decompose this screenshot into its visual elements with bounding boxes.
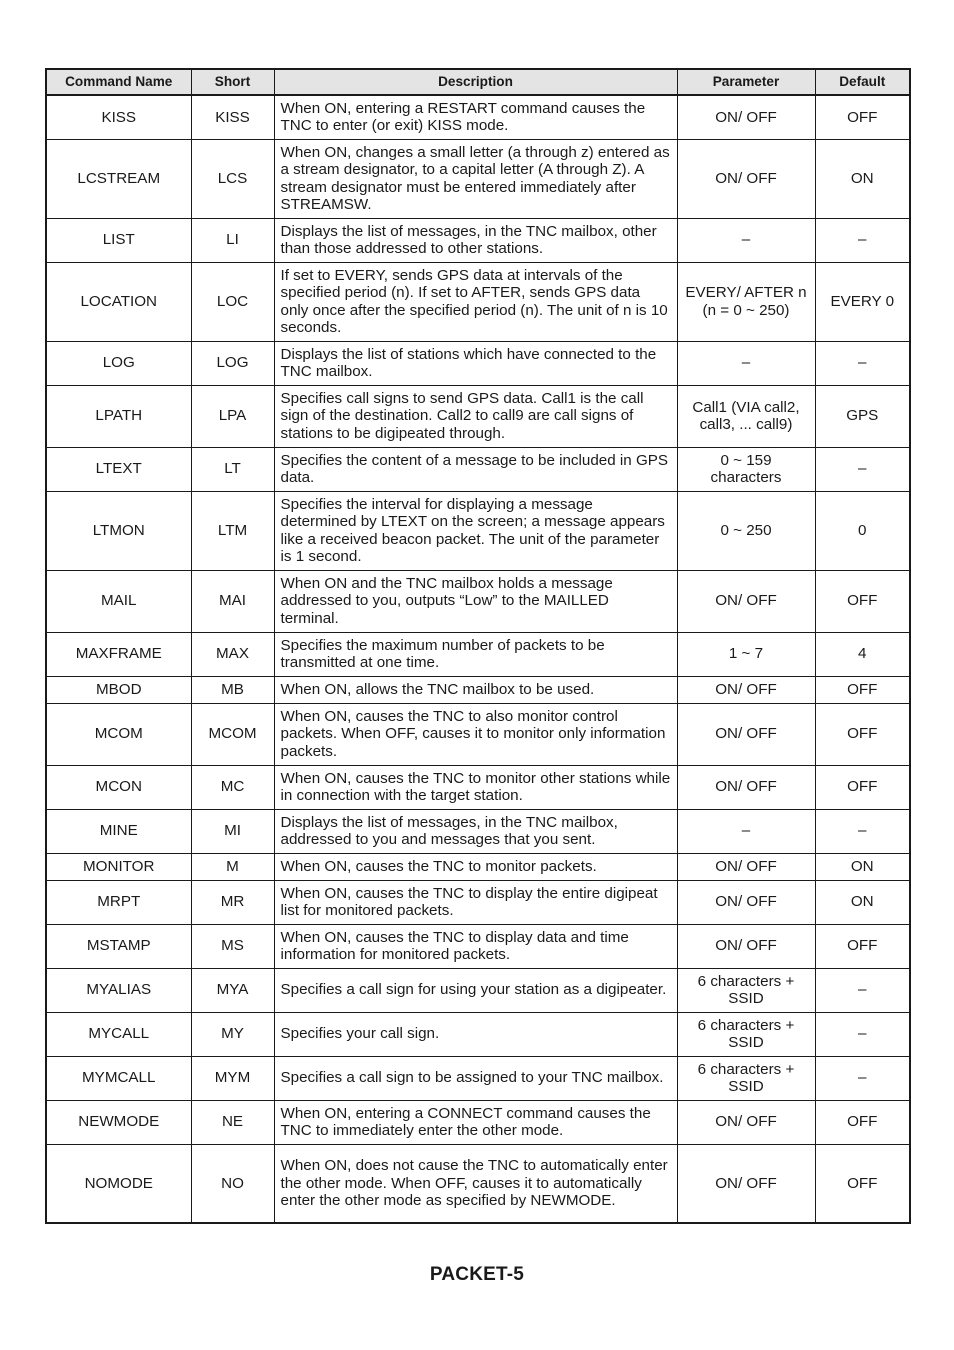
command-name-cell: LOG bbox=[46, 341, 191, 385]
default-cell: OFF bbox=[815, 924, 910, 968]
parameter-cell: EVERY/ AFTER n (n = 0 ~ 250) bbox=[677, 262, 815, 341]
description-cell: When ON, causes the TNC to display data and time information for monitored packets. bbox=[274, 924, 677, 968]
short-cell: MYM bbox=[191, 1056, 274, 1100]
default-cell: – bbox=[815, 1012, 910, 1056]
description-cell: Specifies your call sign. bbox=[274, 1012, 677, 1056]
default-cell: OFF bbox=[815, 1100, 910, 1144]
short-cell: LPA bbox=[191, 385, 274, 447]
command-name-cell: LIST bbox=[46, 218, 191, 262]
short-cell: LOG bbox=[191, 341, 274, 385]
parameter-cell: 0 ~ 159 characters bbox=[677, 447, 815, 491]
command-name-cell: MYCALL bbox=[46, 1012, 191, 1056]
default-cell: ON bbox=[815, 139, 910, 218]
description-cell: When ON, entering a RESTART command causes the TNC to enter (or exit) KISS mode. bbox=[274, 95, 677, 139]
default-cell: ON bbox=[815, 880, 910, 924]
command-name-cell: LCSTREAM bbox=[46, 139, 191, 218]
short-cell: KISS bbox=[191, 95, 274, 139]
short-cell: M bbox=[191, 853, 274, 880]
default-cell: ON bbox=[815, 853, 910, 880]
command-name-cell: MINE bbox=[46, 809, 191, 853]
table-row bbox=[46, 1144, 910, 1223]
table-row bbox=[46, 880, 910, 924]
parameter-cell: – bbox=[677, 218, 815, 262]
short-cell: MB bbox=[191, 676, 274, 703]
table-row bbox=[46, 491, 910, 570]
command-name-cell: MONITOR bbox=[46, 853, 191, 880]
table-row bbox=[46, 924, 910, 968]
short-cell: LT bbox=[191, 447, 274, 491]
default-cell: OFF bbox=[815, 1144, 910, 1223]
command-name-cell: MCON bbox=[46, 765, 191, 809]
header-row bbox=[46, 69, 910, 95]
page-number: PACKET-5 bbox=[429, 1264, 525, 1285]
table-row bbox=[46, 765, 910, 809]
description-cell: When ON and the TNC mailbox holds a message addressed to you, outputs “Low” to the MAILLED terminal. bbox=[274, 570, 677, 632]
command-name-cell: MAIL bbox=[46, 570, 191, 632]
table-body bbox=[46, 95, 910, 1223]
table-header bbox=[46, 69, 910, 95]
parameter-cell: 0 ~ 250 bbox=[677, 491, 815, 570]
header-description: Description bbox=[274, 69, 677, 95]
short-cell: MY bbox=[191, 1012, 274, 1056]
command-name-cell: LPATH bbox=[46, 385, 191, 447]
description-cell: When ON, allows the TNC mailbox to be used. bbox=[274, 676, 677, 703]
description-cell: Specifies the interval for displaying a message determined by LTEXT on the screen; a message appears like a received beacon packet. The unit of the parameter is 1 second. bbox=[274, 491, 677, 570]
table-row bbox=[46, 218, 910, 262]
description-cell: Displays the list of messages, in the TNC mailbox, addressed to you and messages that you sent. bbox=[274, 809, 677, 853]
short-cell: LI bbox=[191, 218, 274, 262]
table-row bbox=[46, 676, 910, 703]
short-cell: LOC bbox=[191, 262, 274, 341]
table-row bbox=[46, 703, 910, 765]
description-cell: Specifies a call sign for using your station as a digipeater. bbox=[274, 968, 677, 1012]
header-short: Short bbox=[191, 69, 274, 95]
default-cell: EVERY 0 bbox=[815, 262, 910, 341]
header-default: Default bbox=[815, 69, 910, 95]
short-cell: MAI bbox=[191, 570, 274, 632]
description-cell: When ON, causes the TNC to display the entire digipeat list for monitored packets. bbox=[274, 880, 677, 924]
parameter-cell: Call1 (VIA call2, call3, ... call9) bbox=[677, 385, 815, 447]
default-cell: OFF bbox=[815, 703, 910, 765]
table-row bbox=[46, 95, 910, 139]
default-cell: OFF bbox=[815, 95, 910, 139]
table-row bbox=[46, 1100, 910, 1144]
parameter-cell: – bbox=[677, 341, 815, 385]
parameter-cell: ON/ OFF bbox=[677, 853, 815, 880]
table-row bbox=[46, 1012, 910, 1056]
table-row bbox=[46, 570, 910, 632]
command-table-container bbox=[45, 68, 909, 1224]
parameter-cell: ON/ OFF bbox=[677, 95, 815, 139]
short-cell: LTM bbox=[191, 491, 274, 570]
short-cell: MC bbox=[191, 765, 274, 809]
command-name-cell: NEWMODE bbox=[46, 1100, 191, 1144]
default-cell: 0 bbox=[815, 491, 910, 570]
command-table bbox=[45, 68, 911, 1224]
description-cell: If set to EVERY, sends GPS data at intervals of the specified period (n). If set to AFTER, sends GPS data only once after the specified period (n). The unit of n is 10 seconds. bbox=[274, 262, 677, 341]
short-cell: MS bbox=[191, 924, 274, 968]
command-name-cell: MBOD bbox=[46, 676, 191, 703]
default-cell: – bbox=[815, 1056, 910, 1100]
short-cell: MYA bbox=[191, 968, 274, 1012]
command-name-cell: MYALIAS bbox=[46, 968, 191, 1012]
short-cell: MAX bbox=[191, 632, 274, 676]
default-cell: – bbox=[815, 341, 910, 385]
table-row bbox=[46, 447, 910, 491]
command-name-cell: LTMON bbox=[46, 491, 191, 570]
table-row bbox=[46, 632, 910, 676]
description-cell: Displays the list of messages, in the TNC mailbox, other than those addressed to other stations. bbox=[274, 218, 677, 262]
parameter-cell: ON/ OFF bbox=[677, 1100, 815, 1144]
description-cell: Displays the list of stations which have connected to the TNC mailbox. bbox=[274, 341, 677, 385]
parameter-cell: – bbox=[677, 809, 815, 853]
parameter-cell: 6 characters + SSID bbox=[677, 968, 815, 1012]
default-cell: – bbox=[815, 218, 910, 262]
table-row bbox=[46, 341, 910, 385]
parameter-cell: ON/ OFF bbox=[677, 139, 815, 218]
table-row bbox=[46, 1056, 910, 1100]
description-cell: When ON, causes the TNC to monitor other stations while in connection with the target station. bbox=[274, 765, 677, 809]
description-cell: Specifies the maximum number of packets to be transmitted at one time. bbox=[274, 632, 677, 676]
default-cell: GPS bbox=[815, 385, 910, 447]
command-name-cell: NOMODE bbox=[46, 1144, 191, 1223]
description-cell: When ON, causes the TNC to also monitor control packets. When OFF, causes it to monitor only information packets. bbox=[274, 703, 677, 765]
description-cell: When ON, changes a small letter (a through z) entered as a stream designator, to a capital letter (A through Z). A stream designator must be entered immediately after STREAMSW. bbox=[274, 139, 677, 218]
command-name-cell: MSTAMP bbox=[46, 924, 191, 968]
short-cell: NE bbox=[191, 1100, 274, 1144]
short-cell: NO bbox=[191, 1144, 274, 1223]
parameter-cell: ON/ OFF bbox=[677, 676, 815, 703]
default-cell: 4 bbox=[815, 632, 910, 676]
command-name-cell: LOCATION bbox=[46, 262, 191, 341]
table-row bbox=[46, 809, 910, 853]
short-cell: LCS bbox=[191, 139, 274, 218]
description-cell: When ON, causes the TNC to monitor packets. bbox=[274, 853, 677, 880]
parameter-cell: 6 characters + SSID bbox=[677, 1012, 815, 1056]
short-cell: MR bbox=[191, 880, 274, 924]
short-cell: MCOM bbox=[191, 703, 274, 765]
parameter-cell: ON/ OFF bbox=[677, 924, 815, 968]
default-cell: – bbox=[815, 968, 910, 1012]
parameter-cell: 1 ~ 7 bbox=[677, 632, 815, 676]
description-cell: Specifies a call sign to be assigned to your TNC mailbox. bbox=[274, 1056, 677, 1100]
description-cell: When ON, does not cause the TNC to automatically enter the other mode. When OFF, causes it to automatically enter the other mode as specified by NEWMODE. bbox=[274, 1144, 677, 1223]
parameter-cell: 6 characters + SSID bbox=[677, 1056, 815, 1100]
default-cell: OFF bbox=[815, 765, 910, 809]
command-name-cell: KISS bbox=[46, 95, 191, 139]
table-row bbox=[46, 853, 910, 880]
command-name-cell: LTEXT bbox=[46, 447, 191, 491]
description-cell: When ON, entering a CONNECT command causes the TNC to immediately enter the other mode. bbox=[274, 1100, 677, 1144]
header-parameter: Parameter bbox=[677, 69, 815, 95]
parameter-cell: ON/ OFF bbox=[677, 765, 815, 809]
short-cell: MI bbox=[191, 809, 274, 853]
table-row bbox=[46, 385, 910, 447]
command-name-cell: MCOM bbox=[46, 703, 191, 765]
default-cell: OFF bbox=[815, 676, 910, 703]
parameter-cell: ON/ OFF bbox=[677, 880, 815, 924]
command-name-cell: MAXFRAME bbox=[46, 632, 191, 676]
command-name-cell: MYMCALL bbox=[46, 1056, 191, 1100]
parameter-cell: ON/ OFF bbox=[677, 1144, 815, 1223]
description-cell: Specifies the content of a message to be included in GPS data. bbox=[274, 447, 677, 491]
command-name-cell: MRPT bbox=[46, 880, 191, 924]
parameter-cell: ON/ OFF bbox=[677, 570, 815, 632]
parameter-cell: ON/ OFF bbox=[677, 703, 815, 765]
default-cell: – bbox=[815, 809, 910, 853]
table-row bbox=[46, 262, 910, 341]
description-cell: Specifies call signs to send GPS data. Call1 is the call sign of the destination. Call2 to call9 are call signs of stations to be digipeated through. bbox=[274, 385, 677, 447]
table-row bbox=[46, 139, 910, 218]
header-command-name: Command Name bbox=[46, 69, 191, 95]
default-cell: – bbox=[815, 447, 910, 491]
table-row bbox=[46, 968, 910, 1012]
default-cell: OFF bbox=[815, 570, 910, 632]
